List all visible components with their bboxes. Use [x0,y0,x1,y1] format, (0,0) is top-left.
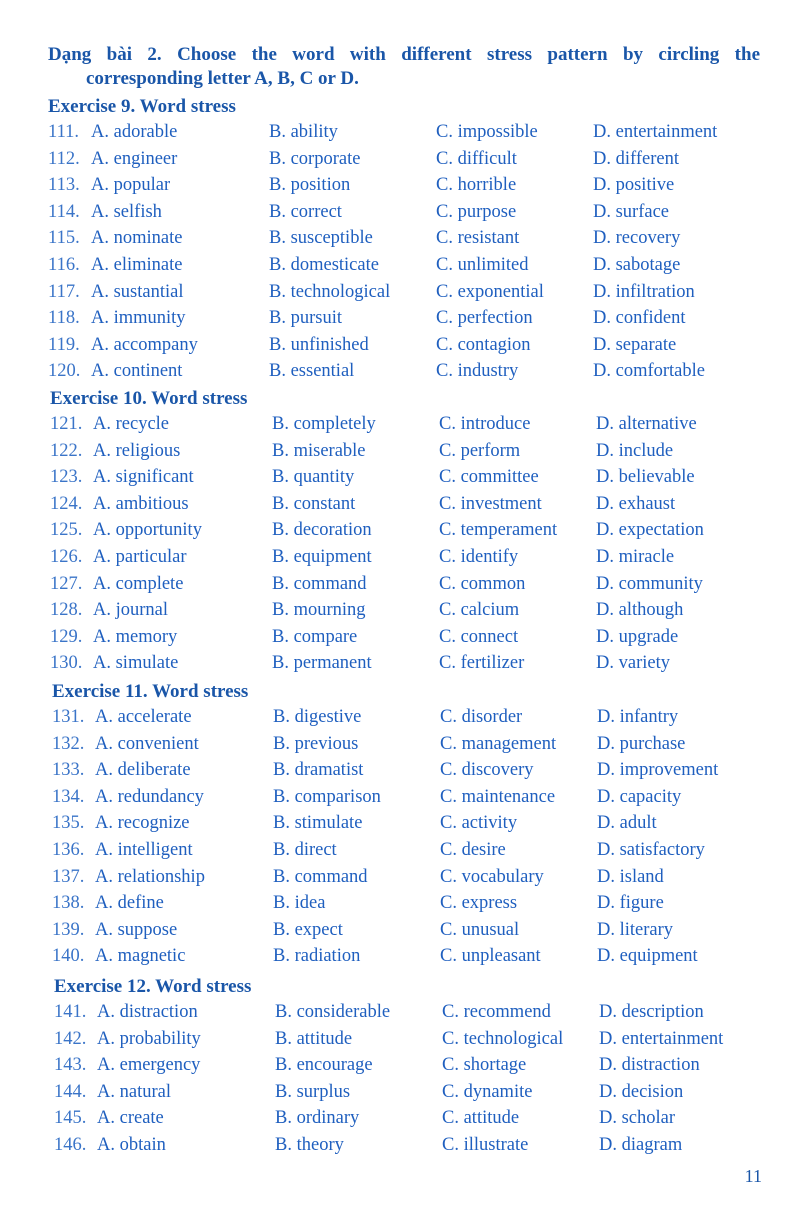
question-number: 145. [54,1108,87,1129]
option-a[interactable]: A. religious [93,440,181,461]
option-d[interactable]: D. improvement [597,760,719,781]
option-b[interactable]: B. comparison [273,786,381,807]
exercise-title: Exercise 12. Word stress [54,976,252,997]
option-b[interactable]: B. equipment [272,547,372,567]
option-a[interactable]: A. particular [93,547,187,567]
question-row [0,1108,800,1134]
option-d[interactable]: D. entertainment [593,122,718,142]
option-c[interactable]: C. unlimited [436,255,529,275]
option-a[interactable]: A. opportunity [93,520,202,541]
option-c[interactable]: C. vocabulary [440,866,544,887]
option-a[interactable]: A. convenient [95,733,199,754]
option-b[interactable]: B. compare [272,626,358,647]
option-b[interactable]: B. domesticate [269,255,379,275]
option-d[interactable]: D. variety [596,653,670,674]
option-c[interactable]: C. recommend [442,1002,551,1022]
option-c[interactable]: C. attitude [442,1108,520,1129]
option-a[interactable]: A. suppose [95,919,178,940]
option-c[interactable]: C. temperament [439,520,558,541]
question-number: 120. [48,361,81,382]
option-d[interactable]: D. although [596,600,684,621]
question-number: 141. [54,1002,87,1022]
question-row [0,361,800,387]
option-d[interactable]: D. island [597,866,664,887]
question-number: 111. [48,122,80,142]
question-number: 121. [50,414,83,434]
question-row [0,813,800,839]
option-c[interactable]: C. dynamite [442,1081,533,1102]
option-a[interactable]: A. accelerate [95,707,192,727]
option-a[interactable]: A. intelligent [95,840,193,860]
question-number: 130. [50,653,83,674]
option-c[interactable]: C. unusual [440,919,520,940]
option-c[interactable]: C. connect [439,626,519,647]
option-a[interactable]: A. selfish [91,201,162,222]
option-a[interactable]: A. natural [97,1081,171,1102]
option-c[interactable]: C. common [439,573,526,594]
question-row [0,734,800,760]
option-d[interactable]: D. positive [593,175,675,196]
option-b[interactable]: B. expect [273,919,343,940]
question-number: 123. [50,467,83,488]
question-row [0,600,800,626]
option-d[interactable]: D. include [596,440,674,461]
option-d[interactable]: D. scholar [599,1108,676,1129]
question-number: 134. [52,786,85,807]
option-a[interactable]: A. ambitious [93,493,189,514]
exercise-title: Exercise 10. Word stress [50,388,248,409]
option-a[interactable]: A. create [97,1108,164,1129]
option-c[interactable]: C. exponential [436,281,544,302]
question-number: 139. [52,919,85,940]
option-d[interactable]: D. infiltration [593,281,695,302]
option-b[interactable]: B. mourning [272,600,366,621]
question-row [0,1055,800,1081]
option-d[interactable]: D. miracle [596,547,675,567]
question-number: 115. [48,228,80,249]
question-number: 124. [50,493,83,514]
option-c[interactable]: C. difficult [436,148,517,169]
option-b[interactable]: B. digestive [273,707,362,727]
option-b[interactable]: B. technological [269,281,391,302]
question-number: 133. [52,760,85,781]
option-c[interactable]: C. perfection [436,308,533,329]
question-number: 112. [48,148,80,169]
option-b[interactable]: B. encourage [275,1055,373,1076]
question-row [0,149,800,175]
question-row [0,467,800,493]
question-number: 126. [50,547,83,567]
option-a[interactable]: A. engineer [91,148,178,169]
question-row [0,441,800,467]
option-c[interactable]: C. illustrate [442,1135,529,1155]
option-d[interactable]: D. infantry [597,707,679,727]
option-d[interactable]: D. recovery [593,228,681,249]
question-number: 136. [52,840,85,860]
instruction-block [48,43,760,91]
option-c[interactable]: C. fertilizer [439,653,525,674]
question-row [0,867,800,893]
option-b[interactable]: B. radiation [273,946,361,967]
question-row [0,414,800,440]
question-number: 138. [52,893,85,914]
option-d[interactable]: D. satisfactory [597,840,705,860]
instruction-line-1: Dạng bài 2. Choose the word with different stress pattern by circling the [48,44,760,65]
option-b[interactable]: B. permanent [272,653,372,674]
option-b[interactable]: B. attitude [275,1028,353,1049]
option-c[interactable]: C. identify [439,547,519,567]
option-c[interactable]: C. impossible [436,122,538,142]
option-d[interactable]: D. comfortable [593,361,705,382]
option-a[interactable]: A. deliberate [95,760,191,781]
option-d[interactable]: D. surface [593,201,670,222]
option-d[interactable]: D. adult [597,813,657,834]
option-b[interactable]: B. susceptible [269,228,373,249]
option-b[interactable]: B. command [272,573,367,594]
exercise-title: Exercise 9. Word stress [48,96,236,117]
option-b[interactable]: B. completely [272,414,376,434]
option-d[interactable]: D. upgrade [596,626,679,647]
option-a[interactable]: A. obtain [97,1135,166,1155]
option-b[interactable]: B. corporate [269,148,361,169]
option-a[interactable]: A. popular [91,175,171,196]
question-number: 143. [54,1055,87,1076]
question-row [0,574,800,600]
question-row [0,547,800,573]
question-number: 119. [48,334,80,355]
question-row [0,787,800,813]
option-d[interactable]: D. equipment [597,946,698,967]
option-c[interactable]: C. disorder [440,707,523,727]
question-row [0,760,800,786]
question-row [0,335,800,361]
option-d[interactable]: D. believable [596,467,695,488]
option-b[interactable]: B. pursuit [269,308,342,329]
option-a[interactable]: A. nominate [91,228,183,249]
option-c[interactable]: C. contagion [436,334,531,355]
page-number: 11 [744,1166,762,1186]
option-b[interactable]: B. idea [273,893,326,914]
question-row [0,920,800,946]
option-b[interactable]: B. unfinished [269,334,369,355]
option-a[interactable]: A. magnetic [95,946,186,967]
option-a[interactable]: A. accompany [91,334,198,355]
instruction-line-2: corresponding letter A, B, C or D. [86,68,359,89]
option-b[interactable]: B. essential [269,361,355,382]
option-a[interactable]: A. distraction [97,1002,198,1022]
question-number: 140. [52,946,85,967]
question-row [0,707,800,733]
option-d[interactable]: D. alternative [596,414,697,434]
question-number: 142. [54,1028,87,1049]
option-b[interactable]: B. correct [269,201,342,222]
option-d[interactable]: D. diagram [599,1135,683,1155]
option-c[interactable]: C. industry [436,361,519,382]
option-a[interactable]: A. recycle [93,414,170,434]
option-c[interactable]: C. shortage [442,1055,527,1076]
option-c[interactable]: C. technological [442,1028,564,1049]
question-number: 144. [54,1081,87,1102]
option-b[interactable]: B. position [269,175,351,196]
option-d[interactable]: D. exhaust [596,493,676,514]
option-d[interactable]: D. decision [599,1081,684,1102]
option-c[interactable]: C. maintenance [440,786,556,807]
option-a[interactable]: A. relationship [95,866,205,887]
question-number: 117. [48,281,80,302]
option-d[interactable]: D. sabotage [593,255,681,275]
question-number: 127. [50,573,83,594]
option-b[interactable]: B. miserable [272,440,366,461]
option-c[interactable]: C. activity [440,813,518,834]
question-row [0,202,800,228]
question-row [0,1029,800,1055]
question-number: 128. [50,600,83,621]
option-b[interactable]: B. decoration [272,520,372,541]
question-row [0,122,800,148]
option-b[interactable]: B. surplus [275,1081,351,1102]
option-a[interactable]: A. probability [97,1028,201,1049]
option-d[interactable]: D. entertainment [599,1028,724,1049]
option-a[interactable]: A. complete [93,573,184,594]
option-c[interactable]: C. calcium [439,600,520,621]
option-d[interactable]: D. confident [593,308,686,329]
question-row [0,840,800,866]
option-a[interactable]: A. define [95,893,164,914]
option-b[interactable]: B. constant [272,493,356,514]
question-row [0,893,800,919]
option-a[interactable]: A. eliminate [91,255,183,275]
option-c[interactable]: C. perform [439,440,521,461]
option-b[interactable]: B. previous [273,733,359,754]
option-a[interactable]: A. sustantial [91,281,184,302]
option-a[interactable]: A. significant [93,467,194,488]
option-d[interactable]: D. separate [593,334,677,355]
question-number: 113. [48,175,80,196]
option-a[interactable]: A. journal [93,600,169,621]
question-row [0,282,800,308]
option-c[interactable]: C. resistant [436,228,520,249]
option-d[interactable]: D. different [593,148,679,169]
question-row [0,1082,800,1108]
option-a[interactable]: A. memory [93,626,178,647]
question-number: 118. [48,308,80,329]
option-c[interactable]: C. unpleasant [440,946,541,967]
option-b[interactable]: B. theory [275,1135,344,1155]
option-c[interactable]: C. committee [439,467,539,488]
option-b[interactable]: B. ordinary [275,1108,360,1129]
question-number: 116. [48,255,80,275]
option-b[interactable]: B. quantity [272,467,355,488]
question-number: 114. [48,201,80,222]
question-row [0,1002,800,1028]
option-b[interactable]: B. direct [273,840,337,860]
option-c[interactable]: C. introduce [439,414,531,434]
option-a[interactable]: A. emergency [97,1055,201,1076]
option-c[interactable]: C. express [440,893,518,914]
question-row [0,308,800,334]
option-d[interactable]: D. literary [597,919,674,940]
question-number: 122. [50,440,83,461]
question-row [0,255,800,281]
option-d[interactable]: D. description [599,1002,704,1022]
option-d[interactable]: D. figure [597,893,664,914]
question-number: 131. [52,707,85,727]
option-b[interactable]: B. dramatist [273,760,364,781]
question-number: 132. [52,733,85,754]
question-row [0,520,800,546]
option-c[interactable]: C. desire [440,840,506,860]
option-c[interactable]: C. horrible [436,175,517,196]
option-a[interactable]: A. immunity [91,308,186,329]
question-row [0,228,800,254]
question-row [0,494,800,520]
question-number: 146. [54,1135,87,1155]
question-row [0,946,800,972]
option-a[interactable]: A. redundancy [95,786,204,807]
option-d[interactable]: D. expectation [596,520,704,541]
question-row [0,1135,800,1161]
option-c[interactable]: C. management [440,733,557,754]
exercise-title: Exercise 11. Word stress [52,681,249,702]
option-c[interactable]: C. discovery [440,760,534,781]
option-a[interactable]: A. continent [91,361,183,382]
question-number: 135. [52,813,85,834]
option-c[interactable]: C. purpose [436,201,517,222]
option-d[interactable]: D. community [596,573,703,594]
option-a[interactable]: A. simulate [93,653,179,674]
option-c[interactable]: C. investment [439,493,542,514]
option-a[interactable]: A. recognize [95,813,190,834]
question-number: 137. [52,866,85,887]
option-b[interactable]: B. ability [269,122,338,142]
option-b[interactable]: B. command [273,866,368,887]
option-d[interactable]: D. purchase [597,733,686,754]
option-d[interactable]: D. distraction [599,1055,700,1076]
question-number: 129. [50,626,83,647]
option-d[interactable]: D. capacity [597,786,682,807]
question-row [0,653,800,679]
question-row [0,627,800,653]
question-row [0,175,800,201]
option-a[interactable]: A. adorable [91,122,178,142]
question-number: 125. [50,520,83,541]
option-b[interactable]: B. stimulate [273,813,363,834]
option-b[interactable]: B. considerable [275,1002,391,1022]
